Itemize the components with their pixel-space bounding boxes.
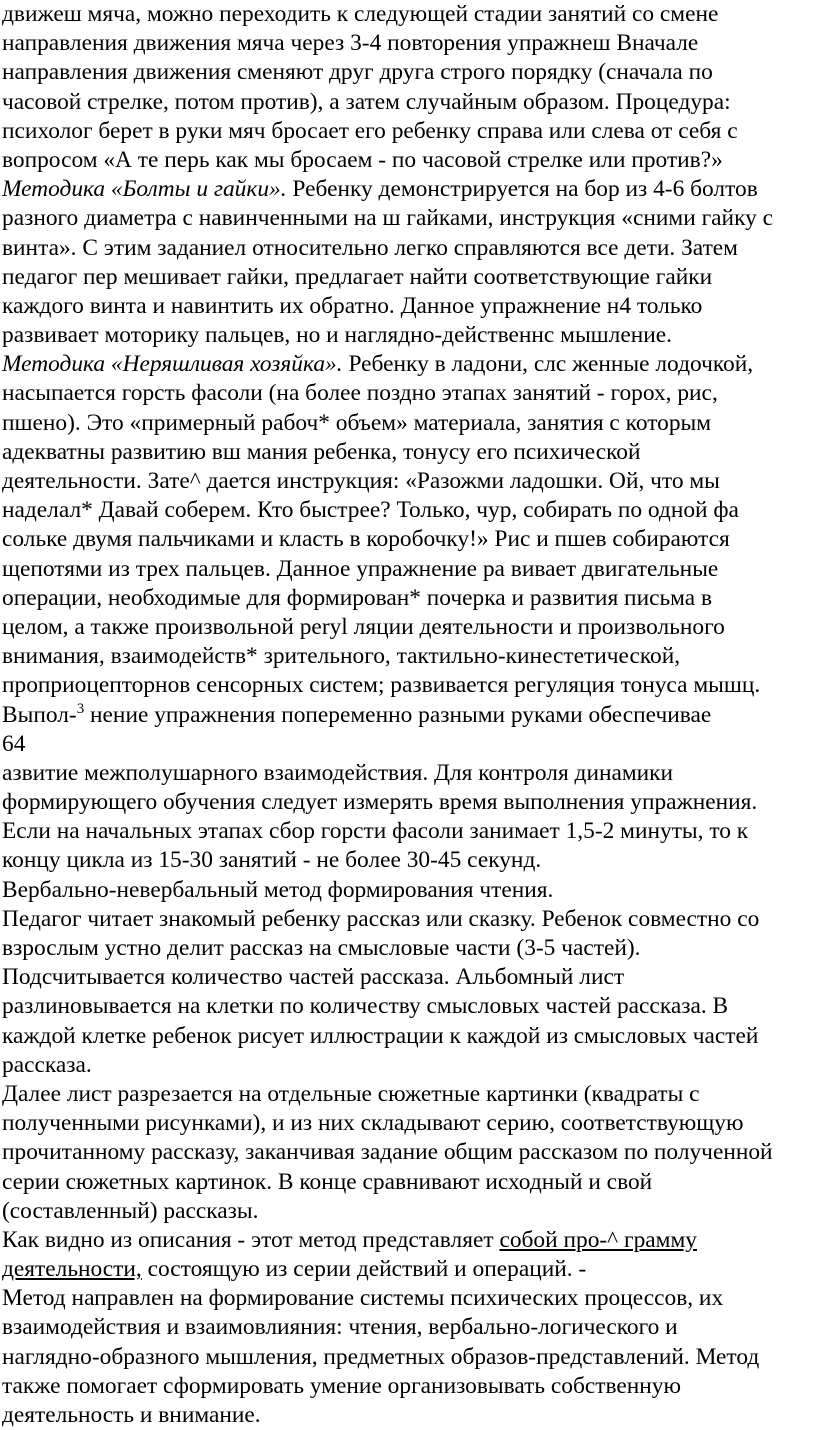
underlined-text: собой про-^ грамму bbox=[499, 1226, 697, 1253]
text-line: взрослым устно делит рассказ на смысловые части (3-5 частей). bbox=[2, 935, 641, 961]
text-line: серии сюжетных картинок. В конце сравнивают исходный и свой bbox=[2, 1168, 653, 1195]
text-line: концу цикла из 15-30 занятий - не более 30-45 секунд. bbox=[2, 847, 542, 874]
text-line: направления движения сменяют друг друга строго порядку (сначала по bbox=[2, 59, 713, 86]
text-line: часовой стрелке, потом против), а затем случайным образом. Процедура: bbox=[2, 88, 731, 115]
method-title-housewife: Методика «Неряшливая хозяйка». bbox=[2, 351, 343, 378]
text-line: вопросом «А те перь как мы бросаем - по часовой стрелке или против?» bbox=[2, 146, 723, 173]
text-line: щепотями из трех пальцев. Данное упражнение ра вивает двигательные bbox=[2, 555, 719, 582]
text-line: Если на начальных этапах сбор горсти фасоли занимает 1,5-2 минуты, то к bbox=[2, 818, 749, 845]
text-segment: Ребенку в ладони, слс женные лодочкой, bbox=[342, 351, 754, 378]
text-line: винта». С этим заданиел относительно легко справляются все дети. Затем bbox=[2, 234, 738, 261]
method-title-bolts: Методика «Болты и гайки». bbox=[2, 176, 287, 203]
text-line bbox=[2, 701, 814, 730]
text-line: прочитанному рассказу, заканчивая задание общим рассказом по полученной bbox=[2, 1139, 773, 1166]
text-line: адекватны развитию вш мания ребенка, тонусу его психической bbox=[2, 438, 641, 465]
text-line bbox=[2, 175, 814, 204]
text-line: внимания, взаимодейств* зрительного, тактильно-кинестетической, bbox=[2, 643, 681, 670]
text-line: пшено). Это «примерный рабоч* объем» материала, занятия с которым bbox=[2, 409, 712, 436]
text-line bbox=[2, 1255, 814, 1284]
text-line: развивает моторику пальцев, но и наглядно-действеннс мышление. bbox=[2, 322, 672, 349]
text-line: также помогает сформировать умение организовывать собственную bbox=[2, 1372, 681, 1399]
text-line: психолог берет в руки мяч бросает его ребенку справа или слева от себя с bbox=[2, 117, 738, 144]
text-line: Подсчитывается количество частей рассказа. Альбомный лист bbox=[2, 964, 625, 991]
text-segment: состоящую из серии действий и операций. - bbox=[141, 1256, 587, 1283]
text-line: разного диаметра с навинченными на ш гайками, инструкция «сними гайку с bbox=[2, 205, 774, 232]
text-line: каждой клетке ребенок рисует иллюстрации к каждой из смысловых частей bbox=[2, 1022, 759, 1049]
text-line: азвитие межполушарного взаимодействия. Для контроля динамики bbox=[2, 759, 674, 786]
text-line bbox=[2, 350, 814, 379]
underlined-text: деятельности, bbox=[2, 1256, 142, 1283]
text-segment: Ребенку демонстрируется на бор из 4-6 болтов bbox=[286, 176, 758, 203]
text-line: целом, а также произвольной peryl ляции деятельности и произвольного bbox=[2, 613, 725, 640]
text-line: Далее лист разрезается на отдельные сюжетные картинки (квадраты с bbox=[2, 1080, 700, 1107]
text-line: операции, необходимые для формирован* почерка и развития письма в bbox=[2, 584, 713, 611]
text-line: каждого винта и навинтить их обратно. Данное упражнение н4 только bbox=[2, 292, 703, 319]
text-line: деятельности. Зате^ дается инструкция: «Разожми ладошки. Ой, что мы bbox=[2, 468, 720, 494]
text-segment: нение упражнения попеременно разными руками обеспечивае bbox=[84, 701, 712, 728]
text-line: направления движения мяча через 3-4 повторения упражнеш Вначале bbox=[2, 30, 699, 57]
text-segment: Как видно из описания - этот метод представляет bbox=[2, 1226, 500, 1253]
text-line: разлиновывается на клетки по количеству смысловых частей рассказа. В bbox=[2, 993, 729, 1020]
text-line: Метод направлен на формирование системы психических процессов, их bbox=[2, 1285, 724, 1312]
text-line: полученными рисунками), и из них складывают серию, соответствующую bbox=[2, 1110, 744, 1137]
text-line: взаимодействия и взаимовлияния: чтения, вербально-логического и bbox=[2, 1314, 678, 1341]
text-line: наделал* Давай соберем. Кто быстрее? Только, чур, собирать по одной фа bbox=[2, 497, 739, 524]
document-page bbox=[2, 0, 814, 1430]
text-line: наглядно-образного мышления, предметных образов-представлений. Метод bbox=[2, 1343, 760, 1370]
text-line: рассказа. bbox=[2, 1051, 92, 1078]
text-line: педагог пер мешивает гайки, предлагает найти соответствующие гайки bbox=[2, 263, 713, 290]
superscript-mark: 3 bbox=[76, 700, 85, 717]
text-line: деятельность и внимание. bbox=[2, 1402, 261, 1428]
text-line: сольке двумя пальчиками и класть в коробочку!» Рис и пшев собираются bbox=[2, 526, 730, 553]
text-line: движеш мяча, можно переходить к следующей стадии занятий со смене bbox=[2, 1, 719, 27]
section-heading: Вербально-невербальный метод формирования чтения. bbox=[2, 876, 554, 903]
text-line: формирующего обучения следует измерять время выполнения упражнения. bbox=[2, 789, 758, 816]
text-line: Педагог читает знакомый ребенку рассказ или сказку. Ребенок совместно со bbox=[2, 905, 760, 932]
text-line: насыпается горсть фасоли (на более поздно этапах занятий - горох, рис, bbox=[2, 380, 718, 407]
text-line bbox=[2, 1226, 814, 1255]
text-line: проприоцепторнов сенсорных систем; развивается регуляция тонуса мышц. bbox=[2, 672, 761, 699]
page-number: 64 bbox=[2, 730, 26, 757]
text-segment: Выпол- bbox=[2, 701, 77, 728]
text-line: (составленный) рассказы. bbox=[2, 1197, 259, 1224]
